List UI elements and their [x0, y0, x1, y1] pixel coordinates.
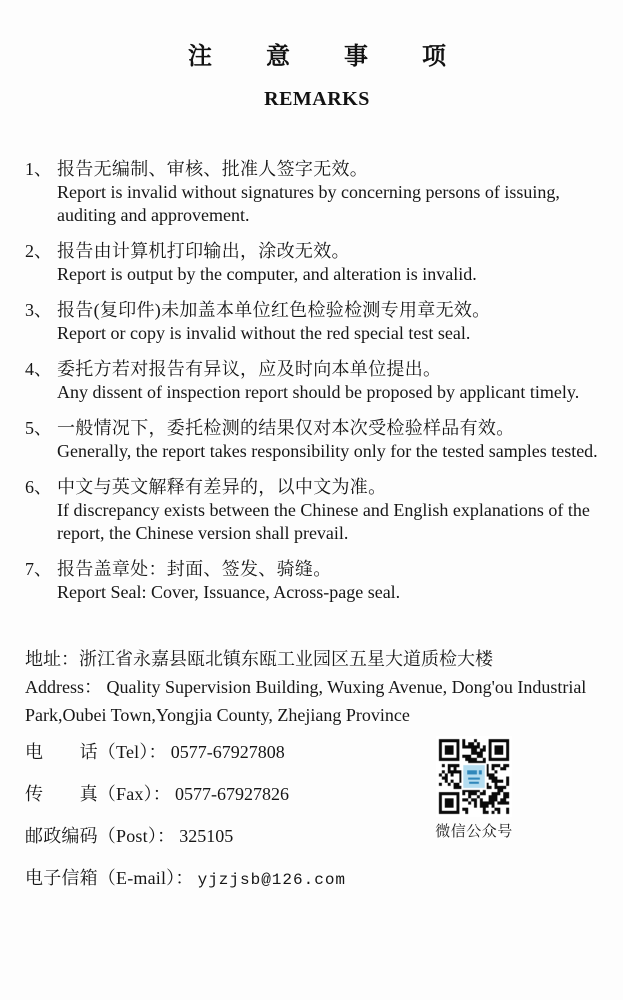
- item-number: 5、: [25, 418, 52, 438]
- tel-value: 0577-67927808: [170, 742, 285, 762]
- post-label: 邮政编码（Post）：: [25, 826, 176, 846]
- post-value: 325105: [179, 826, 234, 846]
- item-text-zh: 委托方若对报告有异议，应及时向本单位提出。: [57, 359, 442, 379]
- item-body: [57, 299, 609, 345]
- item-text-zh: 报告盖章处：封面、签发、骑缝。: [57, 559, 332, 579]
- contact-block: [25, 742, 609, 890]
- address-block: [25, 645, 609, 729]
- item-number: 2、: [25, 241, 52, 261]
- item-body: [57, 158, 609, 227]
- item-body: [57, 358, 609, 404]
- item-number: 1、: [25, 159, 52, 179]
- item-number: 4、: [25, 359, 52, 379]
- page-title-zh: 注意事项: [188, 44, 500, 70]
- item-text-en: Report is invalid without signatures by concerning persons of issuing, auditing and approvement.: [57, 182, 560, 225]
- item-body: [57, 417, 609, 463]
- fax-value: 0577-67927826: [175, 784, 289, 804]
- contact-row-email: [25, 868, 609, 890]
- remarks-list: [25, 158, 609, 604]
- item-number: 7、: [25, 559, 52, 579]
- item-text-zh: 报告(复印件)未加盖本单位红色检验检测专用章无效。: [57, 300, 491, 320]
- remark-item-3: [25, 299, 609, 345]
- qr-caption: 微信公众号: [435, 824, 513, 840]
- item-text-en: Report is output by the computer, and alteration is invalid.: [57, 264, 477, 284]
- item-text-zh: 中文与英文解释有差异的，以中文为准。: [57, 477, 387, 497]
- item-body: [57, 476, 609, 545]
- item-text-zh: 一般情况下，委托检测的结果仅对本次受检验样品有效。: [57, 418, 515, 438]
- remark-item-7: [25, 558, 609, 604]
- email-value: yjzjsb@126.com: [197, 871, 347, 889]
- item-body: [57, 558, 609, 604]
- email-label: 电子信箱（E-mail）：: [25, 868, 194, 888]
- item-text-en: Any dissent of inspection report should be proposed by applicant timely.: [57, 382, 580, 402]
- item-text-zh: 报告无编制、审核、批准人签字无效。: [57, 159, 369, 179]
- item-text-en: Generally, the report takes responsibility only for the tested samples tested.: [57, 441, 598, 461]
- remark-item-6: [25, 476, 609, 545]
- item-text-en: Report or copy is invalid without the red special test seal.: [57, 323, 471, 343]
- item-text-en: If discrepancy exists between the Chinese and English explanations of the report, the Chinese version shall prevail.: [57, 500, 590, 543]
- address-en: Address： Quality Supervision Building, Wuxing Avenue, Dong'ou Industrial Park,Oubei Town,Yongjia County, Zhejiang Province: [25, 677, 587, 725]
- item-body: [57, 240, 609, 286]
- page-title-en: REMARKS: [264, 88, 370, 110]
- item-number: 6、: [25, 477, 52, 497]
- item-number: 3、: [25, 300, 52, 320]
- fax-label: 传 真（Fax）：: [25, 784, 171, 804]
- tel-label: 电 话（Tel）：: [25, 742, 167, 762]
- remark-item-5: [25, 417, 609, 463]
- page-header: [25, 36, 609, 111]
- address-zh: 地址：浙江省永嘉县瓯北镇东瓯工业园区五星大道质检大楼: [25, 649, 493, 669]
- item-text-en: Report Seal: Cover, Issuance, Across-page seal.: [57, 582, 401, 602]
- remark-item-4: [25, 358, 609, 404]
- wechat-qr-figure: [424, 736, 524, 841]
- remark-item-2: [25, 240, 609, 286]
- item-text-zh: 报告由计算机打印输出，涂改无效。: [57, 241, 350, 261]
- remark-item-1: [25, 158, 609, 227]
- qr-code-image: [436, 736, 512, 817]
